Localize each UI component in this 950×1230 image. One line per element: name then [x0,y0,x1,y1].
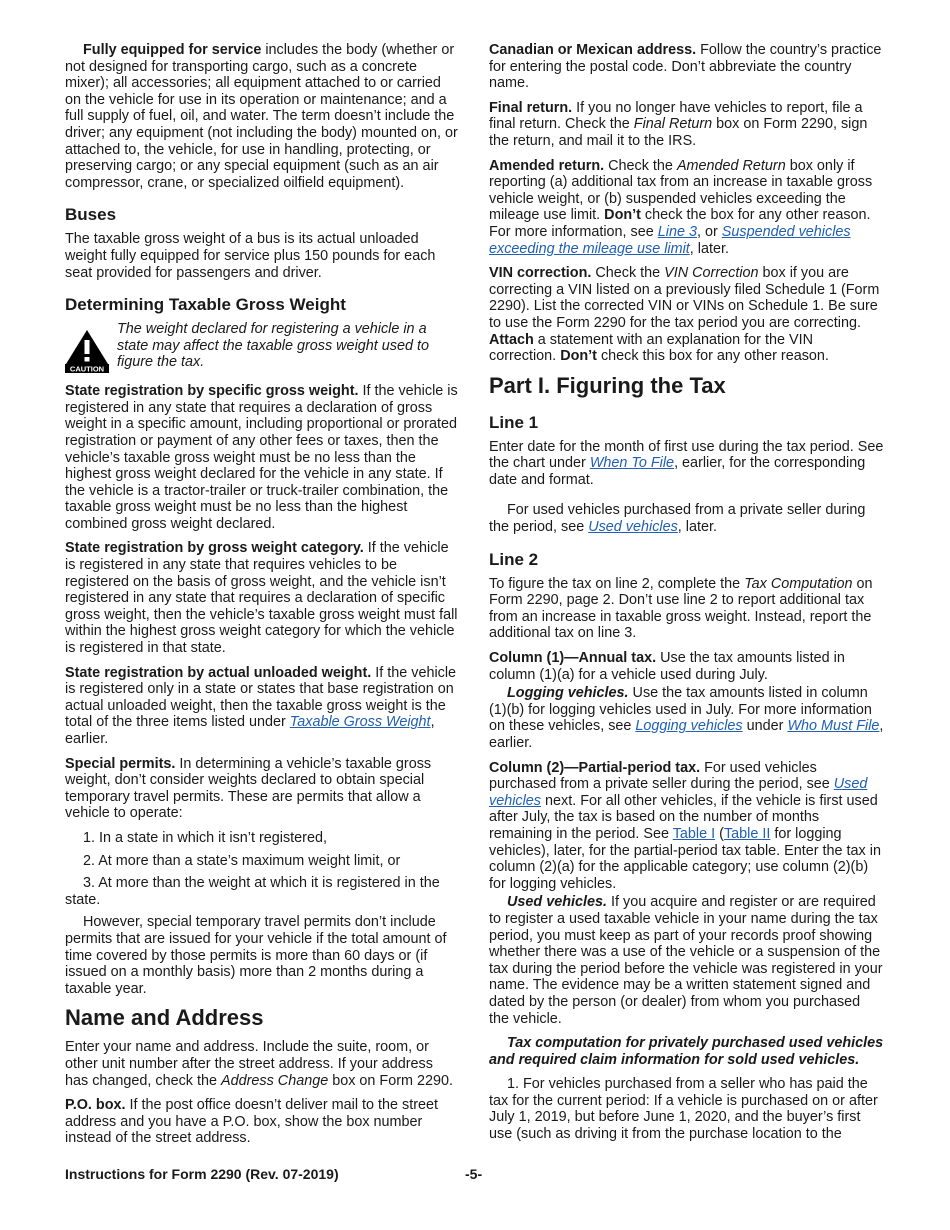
taxable-gross-weight-link[interactable]: Taxable Gross Weight [289,714,431,731]
who-must-file-link[interactable]: Who Must File [787,718,880,735]
caution-icon [65,329,109,373]
when-to-file-link[interactable]: When To File [589,455,675,472]
suspended-vehicles-link[interactable]: Suspended vehicles exceeding the mileage use limit [489,223,851,257]
weight-category-paragraph: State registration by gross weight category. If the vehicle is registered in any state that requires vehicles to be registered on the basis of gross weight, and the vehicle isn’t registered in any state that requires a declaration of specific gross weight, then the vehicle’s taxable gross weight must fall within the highest gross weight category for which the vehicle is registered in that state. [65,540,458,657]
line2-paragraph: To figure the tax on line 2, complete the Tax Computation on Form 2290, page 2. Don’t use line 2 to report additional tax from an increase in taxable gross weight. Instead, report the additional tax on line 3. [489,575,873,642]
line2-heading: Line 2 [489,549,539,569]
part1-heading: Part I. Figuring the Tax [489,372,726,398]
line1-used-paragraph: For used vehicles purchased from a private seller during the period, see Used vehicles, later. [489,502,866,536]
unloaded-weight-paragraph: State registration by actual unloaded weight. If the vehicle is registered only in a state or states that base registration on actual unloaded weight, then the taxable gross weight is the total of the three items listed under Taxable Gross Weight, earlier. [65,664,457,747]
used-vehicles-paragraph: Used vehicles. If you acquire and register or are required to register a used taxable vehicle in your name during the tax period, you must keep as part of your records proof showing whether there was a use of the vehicle or a suspension of the tax during the period before the vehicle was registered in your name. The evidence may be a written statement signed and dated by the person (or dealer) from whom you purchased the vehicle. [489,894,883,1027]
table-2-link[interactable]: Table II [723,825,771,842]
fully-equipped-paragraph: Fully equipped for service includes the body (whether or not designed for transporting cargo, such as a concrete mixer); all accessories; all equipment attached to or carried on the vehicle for use in its operation or maintenance; and a full supply of fuel, oil, and water. The term doesn’t include the driver; any equipment (not including the body) mounted on, or attached to, the vehicle, for use in handling, protecting, or preserving cargo; or any special equipment (such as an air compressor, crane, or specialized oilfield equipment). [65,42,458,191]
specific-weight-paragraph: State registration by specific gross weight. If the vehicle is registered in any state that requires a declaration of gross weight in a specific amount, including proportional or prorated registration or payment of any other fees or taxes, then the vehicle’s taxable gross weight must be no less than the highest gross weight declared for the vehicle in any state. If the vehicle is a tractor-trailer or truck-trailer combination, the taxable gross weight must be no less than the highest combined gross weight declared. [65,383,458,532]
column2-paragraph: Column (2)—Partial-period tax. For used vehicles purchased from a private seller during the period, see Used vehicles next. For all other vehicles, if the vehicle is first used after July, the tax is based on the number of months remaining in the period. See Table I (Table II for logging vehicles), later, for the partial-period tax table. Enter the tax in column (2)(a) for the applicable category; use column (2)(b) for logging vehicles. [489,759,881,892]
table-1-link[interactable]: Table I [672,825,716,842]
tax-computation-heading: Tax computation for privately purchased used vehicles and required claim information for sold used vehicles. [489,1035,884,1068]
name-address-heading: Name and Address [65,1005,264,1031]
name-address-paragraph: Enter your name and address. Include the suite, room, or other unit number after the street address. If your address has changed, check the Address Change box on Form 2290. [65,1039,454,1089]
left-column [65,42,460,1155]
page-number: -5- [465,1166,483,1182]
line1-paragraph: Enter date for the month of first use during the tax period. See the chart under When To File, earlier, for the corresponding date and format. [489,438,884,488]
canadian-address-paragraph: Canadian or Mexican address. Follow the country’s practice for entering the postal code. Don’t abbreviate the country name. [489,42,882,92]
list-item: 2. At more than a state’s maximum weight limit, or [83,852,401,869]
footer-form-title: Instructions for Form 2290 (Rev. 07-2019) [65,1166,339,1182]
list-item: 1. In a state in which it isn’t registered, [83,829,327,846]
used-vehicles-link[interactable]: Used vehicles [588,519,678,536]
logging-vehicles-paragraph: Logging vehicles. Use the tax amounts listed in column (1)(b) for logging vehicles used in July. For more information on these vehicles, see Logging vehicles under Who Must File, earlier. [489,685,884,751]
list-item: 3. At more than the weight at which it is registered in the state. [65,875,440,908]
svg-text:CAUTION: CAUTION [69,364,105,374]
special-permits-paragraph: Special permits. In determining a vehicle’s taxable gross weight, don’t consider weights declared to obtain special temporary travel permits. These are permits that allow a vehicle to operate: [65,755,432,822]
buses-heading: Buses [65,205,117,225]
caution-note [65,321,460,373]
vin-correction-paragraph: VIN correction. Check the VIN Correction box if you are correcting a VIN listed on a previously filed Schedule 1 (Form 2290). List the corrected VIN or VINs on Schedule 1. Be sure to use the Form 2290 for the tax period you are correcting. Attach a statement with an explanation for the VIN correction. Don’t check this box for any other reason. [489,265,880,365]
determining-heading: Determining Taxable Gross Weight [65,295,346,315]
buses-paragraph: The taxable gross weight of a bus is its actual unloaded weight fully equipped for service plus 150 pounds for each seat provided for passengers and driver. [65,231,436,281]
line-3-link[interactable]: Line 3 [657,223,697,240]
used-vehicles-link[interactable]: Used vehicles [489,776,868,809]
po-box-paragraph: P.O. box. If the post office doesn’t deliver mail to the street address and you have a P.O. box, show the box number instead of the street address. [65,1097,439,1147]
logging-vehicles-link[interactable]: Logging vehicles [635,718,743,735]
however-paragraph: However, special temporary travel permits don’t include permits that are issued for your vehicle if the total amount of time covered by those permits is more than 60 days or (if issued on a monthly basis) more than 2 months during a taxable year. [65,914,447,997]
column1-paragraph: Column (1)—Annual tax. Use the tax amounts listed in column (1)(a) for a vehicle used during July. [489,650,845,683]
final-return-paragraph: Final return. If you no longer have vehicles to report, file a final return. Check the Final Return box on Form 2290, sign the return, and mail it to the IRS. [489,99,868,149]
amended-return-paragraph: Amended return. Check the Amended Return box only if reporting (a) additional tax from an increase in taxable gross vehicle weight, or (b) suspended vehicles exceeding the mileage use limit. Don’t check the box for any other reason. For more information, see Line 3, or Suspended vehicles exceeding the mileage use limit, later. [489,157,873,257]
line1-heading: Line 1 [489,412,539,432]
item-1-paragraph: 1. For vehicles purchased from a seller who has paid the tax for the current period: If a vehicle is purchased on or after July 1, 2019, but before June 1, 2020, and the buyer’s first use (such as driving it from the purchase location to the [489,1076,878,1143]
right-column [489,42,884,1151]
caution-text: The weight declared for registering a vehicle in a state may affect the taxable gross weight used to figure the tax. [117,321,429,371]
permits-list [65,830,460,908]
